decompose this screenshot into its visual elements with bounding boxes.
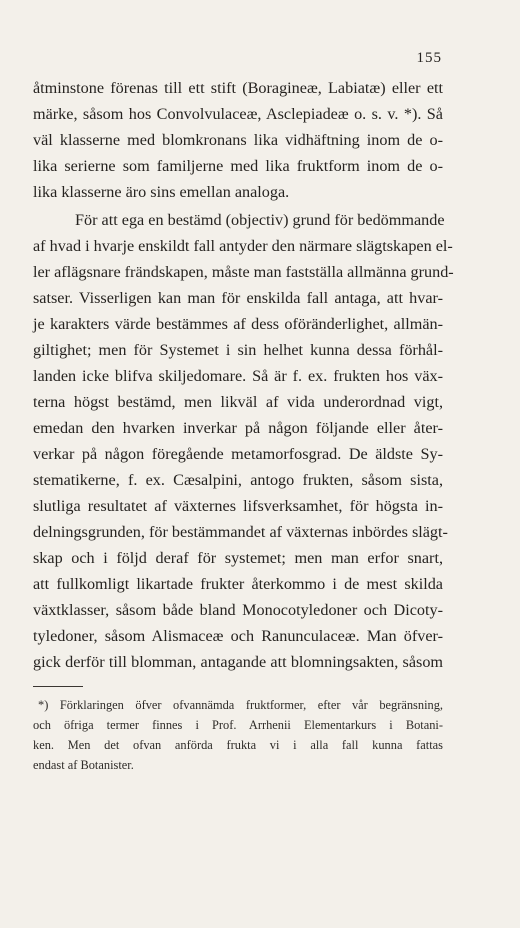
text-line: af hvad i hvarje enskildt fall antyder den närmare slägtskapen el- — [33, 237, 453, 255]
text-line: att fullkomligt likartade frukter återkommo i de mest skilda — [33, 575, 443, 593]
text-line: För att ega en bestämd (objectiv) grund för bedömmande — [75, 211, 445, 229]
text-line: gick derför till blomman, antagande att blomningsakten, såsom — [33, 653, 443, 671]
text-line: je karakters värde bestämmes af dess oföränderlighet, allmän- — [33, 315, 443, 333]
page-number: 155 — [416, 50, 442, 66]
text-line: lika serierne som familjerne med lika fruktform inom de o- — [33, 157, 443, 175]
text-line: skap och i följd deraf för systemet; men man erfor snart, — [33, 549, 443, 567]
text-line: tyledoner, såsom Alismaceæ och Ranunculaceæ. Man öfver- — [33, 627, 443, 645]
text-line: slutliga resultatet af växternes lifsverksamhet, för högsta in- — [33, 497, 443, 515]
footnote-line: ken. Men det ofvan anförda frukta vi i alla fall kunna fattas — [33, 738, 443, 752]
text-line: landen icke blifva skiljedomare. Så är f. ex. frukten hos väx- — [33, 367, 443, 385]
footnote-line: och öfriga termer finnes i Prof. Arrhenii Elementarkurs i Botani- — [33, 718, 443, 732]
text-line: ler aflägsnare frändskapen, måste man fastställa allmänna grund- — [33, 263, 454, 281]
text-line: växtklasser, såsom både bland Monocotyledoner och Dicoty- — [33, 601, 443, 619]
text-line: väl klasserne med blomkronans lika vidhäftning inom de o- — [33, 131, 443, 149]
text-line: satser. Visserligen kan man för enskilda fall antaga, att hvar- — [33, 289, 443, 307]
text-line: stematikerne, f. ex. Cæsalpini, antogo frukten, såsom sista, — [33, 471, 443, 489]
text-line: verkar på någon föregående metamorfosgrad. De äldste Sy- — [33, 445, 443, 463]
footnote-line: *) Förklaringen öfver ofvannämda fruktformer, efter vår begränsning, — [38, 698, 443, 712]
text-line: giltighet; men för Systemet i sin helhet kunna dessa förhål- — [33, 341, 443, 359]
text-line: delningsgrunden, för bestämmandet af växternas inbördes slägt- — [33, 523, 448, 541]
text-line: terna högst bestämd, men likväl af vida underordnad vigt, — [33, 393, 443, 411]
footnote-divider — [33, 686, 83, 687]
text-line: åtminstone förenas till ett stift (Boragineæ, Labiatæ) eller ett — [33, 79, 443, 97]
footnote-line: endast af Botanister. — [33, 758, 134, 772]
text-line: emedan den hvarken inverkar på någon följande eller åter- — [33, 419, 443, 437]
text-line: lika klasserne äro sins emellan analoga. — [33, 183, 290, 201]
text-line: märke, såsom hos Convolvulaceæ, Asclepiadeæ o. s. v. *). Så — [33, 105, 443, 123]
